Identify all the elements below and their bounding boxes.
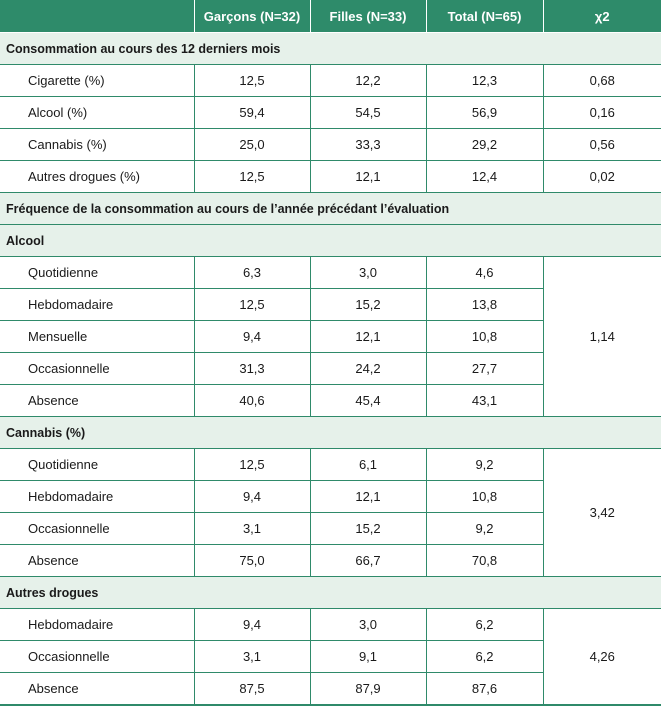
table-row <box>0 65 661 97</box>
value-girls: 3,0 <box>310 257 426 289</box>
header-cell-empty <box>0 0 194 33</box>
header-cell-chi2: χ2 <box>543 0 661 33</box>
value-total: 70,8 <box>426 545 543 577</box>
header-cell-girls: Filles (N=33) <box>310 0 426 33</box>
row-label: Hebdomadaire <box>0 289 194 321</box>
value-girls: 33,3 <box>310 129 426 161</box>
row-label: Hebdomadaire <box>0 609 194 641</box>
value-boys: 40,6 <box>194 385 310 417</box>
value-total: 10,8 <box>426 321 543 353</box>
section-header-12-months <box>0 33 661 65</box>
value-boys: 25,0 <box>194 129 310 161</box>
table-row <box>0 449 661 481</box>
value-boys: 9,4 <box>194 321 310 353</box>
row-label: Absence <box>0 545 194 577</box>
value-chi2-autres: 4,26 <box>543 609 661 706</box>
value-boys: 75,0 <box>194 545 310 577</box>
group-header-cannabis <box>0 417 661 449</box>
value-total: 27,7 <box>426 353 543 385</box>
group-title: Cannabis (%) <box>0 417 661 449</box>
table-header-row <box>0 0 661 33</box>
value-boys: 87,5 <box>194 673 310 706</box>
value-chi2-cannabis: 3,42 <box>543 449 661 577</box>
table-row <box>0 257 661 289</box>
row-label: Absence <box>0 385 194 417</box>
row-label: Quotidienne <box>0 257 194 289</box>
table-row <box>0 609 661 641</box>
row-label: Quotidienne <box>0 449 194 481</box>
value-girls: 12,1 <box>310 161 426 193</box>
section-title: Consommation au cours des 12 derniers mois <box>0 33 661 65</box>
group-title: Autres drogues <box>0 577 661 609</box>
row-label: Absence <box>0 673 194 706</box>
row-label: Autres drogues (%) <box>0 161 194 193</box>
value-girls: 12,2 <box>310 65 426 97</box>
group-header-alcool <box>0 225 661 257</box>
row-label: Hebdomadaire <box>0 481 194 513</box>
table-row <box>0 129 661 161</box>
value-girls: 45,4 <box>310 385 426 417</box>
value-boys: 9,4 <box>194 609 310 641</box>
value-boys: 12,5 <box>194 161 310 193</box>
row-label: Occasionnelle <box>0 513 194 545</box>
value-boys: 31,3 <box>194 353 310 385</box>
value-chi2: 0,16 <box>543 97 661 129</box>
value-girls: 87,9 <box>310 673 426 706</box>
value-girls: 24,2 <box>310 353 426 385</box>
value-girls: 12,1 <box>310 481 426 513</box>
value-girls: 9,1 <box>310 641 426 673</box>
value-total: 12,3 <box>426 65 543 97</box>
row-label: Mensuelle <box>0 321 194 353</box>
value-chi2-alcool: 1,14 <box>543 257 661 417</box>
table-row <box>0 161 661 193</box>
value-boys: 12,5 <box>194 449 310 481</box>
value-total: 87,6 <box>426 673 543 706</box>
value-girls: 66,7 <box>310 545 426 577</box>
value-boys: 59,4 <box>194 97 310 129</box>
value-girls: 6,1 <box>310 449 426 481</box>
row-label: Cannabis (%) <box>0 129 194 161</box>
value-total: 4,6 <box>426 257 543 289</box>
value-boys: 9,4 <box>194 481 310 513</box>
value-total: 43,1 <box>426 385 543 417</box>
header-cell-total: Total (N=65) <box>426 0 543 33</box>
row-label: Cigarette (%) <box>0 65 194 97</box>
value-total: 9,2 <box>426 513 543 545</box>
section-header-frequency <box>0 193 661 225</box>
value-girls: 12,1 <box>310 321 426 353</box>
section-title: Fréquence de la consommation au cours de l’année précédant l’évaluation <box>0 193 661 225</box>
value-total: 12,4 <box>426 161 543 193</box>
value-total: 9,2 <box>426 449 543 481</box>
value-total: 6,2 <box>426 609 543 641</box>
value-total: 29,2 <box>426 129 543 161</box>
row-label: Occasionnelle <box>0 641 194 673</box>
value-chi2: 0,02 <box>543 161 661 193</box>
value-girls: 15,2 <box>310 289 426 321</box>
group-header-autres-drogues <box>0 577 661 609</box>
value-total: 10,8 <box>426 481 543 513</box>
value-girls: 3,0 <box>310 609 426 641</box>
value-boys: 3,1 <box>194 641 310 673</box>
value-chi2: 0,68 <box>543 65 661 97</box>
value-girls: 15,2 <box>310 513 426 545</box>
value-girls: 54,5 <box>310 97 426 129</box>
value-boys: 12,5 <box>194 65 310 97</box>
value-total: 6,2 <box>426 641 543 673</box>
value-boys: 12,5 <box>194 289 310 321</box>
row-label: Occasionnelle <box>0 353 194 385</box>
header-cell-boys: Garçons (N=32) <box>194 0 310 33</box>
value-total: 56,9 <box>426 97 543 129</box>
value-boys: 6,3 <box>194 257 310 289</box>
row-label: Alcool (%) <box>0 97 194 129</box>
value-boys: 3,1 <box>194 513 310 545</box>
table-row <box>0 97 661 129</box>
value-total: 13,8 <box>426 289 543 321</box>
group-title: Alcool <box>0 225 661 257</box>
value-chi2: 0,56 <box>543 129 661 161</box>
